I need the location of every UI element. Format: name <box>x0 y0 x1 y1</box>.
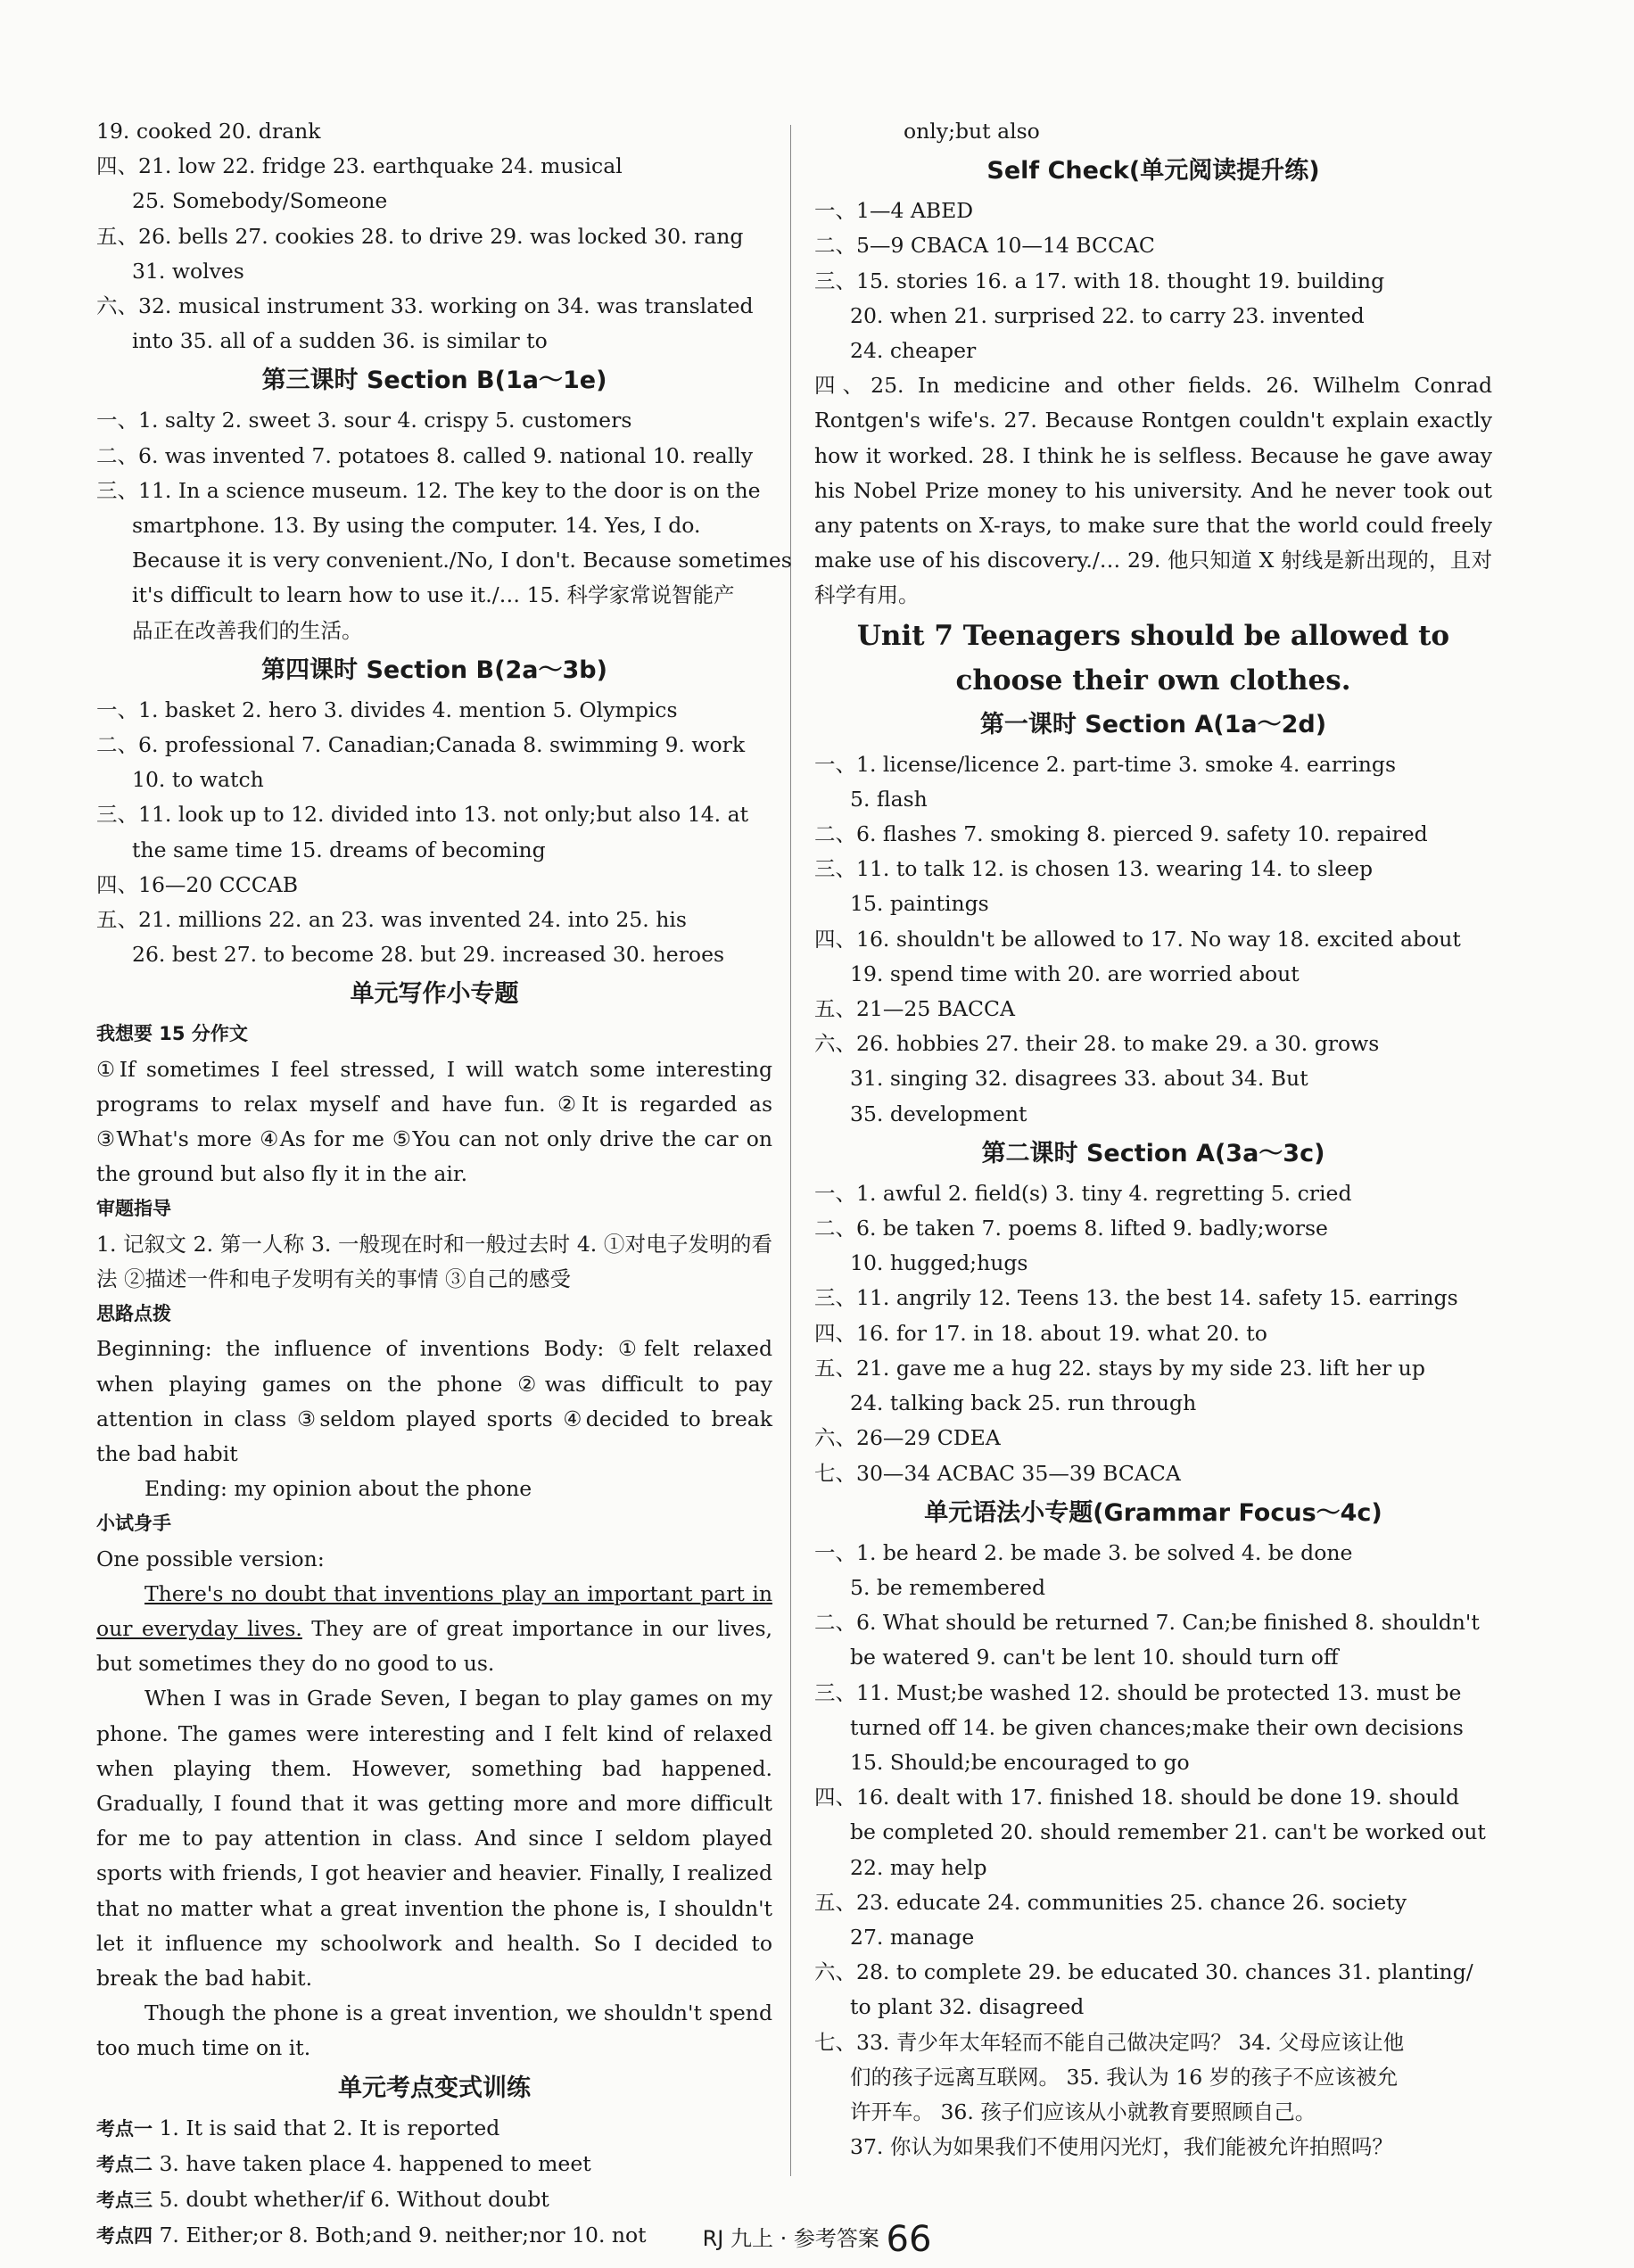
kaodian-text: 5. doubt whether/if 6. Without doubt <box>153 2186 549 2212</box>
essay-topic-sentence: There's no doubt that inventions play an important part in our everyday lives. <box>96 1580 772 1641</box>
answer-line: Because it is very convenient./No, I don't. Because sometimes <box>132 548 792 573</box>
answer-line: 一、1—4 ABED <box>814 198 974 224</box>
answer-line: 二、6. be taken 7. poems 8. lifted 9. badly;worse <box>814 1216 1328 1241</box>
kaodian-label: 考点二 <box>96 2153 153 2175</box>
answer-line: smartphone. 13. By using the computer. 14. Yes, I do. <box>132 513 701 539</box>
kaodian-text: 7. Either;or 8. Both;and 9. neither;nor 10. not <box>153 2223 647 2248</box>
answer-line: 三、11. Must;be washed 12. should be protected 13. must be <box>814 1679 1462 1705</box>
right-column <box>814 114 1492 2165</box>
section-heading: 第四课时 Section B(2a～3b) <box>261 656 607 684</box>
unit-title: choose their own clothes. <box>955 664 1351 697</box>
answer-line: 三、11. to talk 12. is chosen 13. wearing 14. to sleep <box>814 856 1374 882</box>
answer-line: 二、6. What should be returned 7. Can;be finished 8. shouldn't <box>814 1610 1480 1636</box>
kaodian-text: 3. have taken place 4. happened to meet <box>153 2150 591 2176</box>
answer-line: 15. paintings <box>850 891 989 917</box>
kaodian-text: 1. It is said that 2. It is reported <box>153 2115 500 2140</box>
answer-line: 37. 你认为如果我们不使用闪光灯，我们能被允许拍照吗？ <box>850 2134 1393 2160</box>
writing-paragraph: Beginning: the influence of inventions Body: ①felt relaxed when playing games on the phone ②was difficult to pay attention in class ③seldom played sports ④decided to break the bad habit <box>96 1336 772 1466</box>
writing-label: 思路点拨 <box>96 1303 171 1325</box>
answer-line: 三、11. look up to 12. divided into 13. not only;but also 14. at <box>96 802 749 828</box>
kaodian-label: 考点四 <box>96 2225 153 2247</box>
section-heading: 单元语法小专题(Grammar Focus～4c) <box>924 1498 1382 1527</box>
answer-line: 二、6. flashes 7. smoking 8. pierced 9. safety 10. repaired <box>814 821 1428 847</box>
answer-line: 四、16. shouldn't be allowed to 17. No way 18. excited about <box>814 926 1461 952</box>
kaodian-label: 考点三 <box>96 2189 153 2211</box>
section-heading: 单元考点变式训练 <box>338 2074 531 2102</box>
answer-line: 四、16. for 17. in 18. about 19. what 20. to <box>814 1320 1267 1346</box>
answer-line: 五、23. educate 24. communities 25. chance 26. society <box>814 1889 1407 1915</box>
essay-text: They are of great importance in our lives, but sometimes they do no good to us. <box>96 1615 772 1677</box>
answer-line: 15. Should;be encouraged to go <box>850 1749 1190 1775</box>
answer-line: 31. singing 32. disagrees 33. about 34. But <box>850 1066 1308 1092</box>
answer-line: 五、21. millions 22. an 23. was invented 24. into 25. his <box>96 907 687 933</box>
answer-line: 20. when 21. surprised 22. to carry 23. invented <box>850 302 1365 328</box>
answer-line: 一、1. basket 2. hero 3. divides 4. mention 5. Olympics <box>96 697 678 722</box>
answer-line: the same time 15. dreams of becoming <box>132 837 546 862</box>
footer-label: RJ 九上 · 参考答案 <box>702 2226 879 2251</box>
answer-line: 一、1. be heard 2. be made 3. be solved 4. be done <box>814 1539 1353 1565</box>
answer-line: to plant 32. disagreed <box>850 1994 1085 2020</box>
answer-line: 22. may help <box>850 1854 987 1880</box>
answer-line: 一、1. license/licence 2. part-time 3. smoke 4. earrings <box>814 751 1396 777</box>
answer-line: it's difficult to learn how to use it./… 15. 科学家常说智能产 <box>132 582 735 608</box>
answer-line: turned off 14. be given chances;make their own decisions <box>850 1714 1464 1740</box>
answer-line: into 35. all of a sudden 36. is similar to <box>132 328 548 354</box>
answer-paragraph: 四、25. In medicine and other fields. 26. Wilhelm Conrad Rontgen's wife's. 27. Because Rontgen couldn't explain exactly how it worked. 28. I think he is selfless. Because he gave away his Nobel Prize money to his university. And he never took out any patents on X-rays, to make sure that the world could freely make use of his discovery./… 29. 他只知道 X 射线是新出现的，且对科学有用。 <box>814 373 1492 608</box>
answer-line: 35. development <box>850 1101 1027 1126</box>
answer-line: 27. manage <box>850 1924 975 1950</box>
page-number: 66 <box>886 2219 932 2260</box>
answer-line: 们的孩子远离互联网。 35. 我认为 16 岁的孩子不应该被允 <box>850 2064 1399 2090</box>
answer-line: 六、28. to complete 29. be educated 30. chances 31. planting/ <box>814 1959 1473 1985</box>
answer-line: 四、16. dealt with 17. finished 18. should be done 19. should <box>814 1785 1460 1810</box>
section-heading: Self Check(单元阅读提升练) <box>986 157 1320 186</box>
answer-line: 5. flash <box>850 786 928 812</box>
kaodian-label: 考点一 <box>96 2117 153 2140</box>
answer-line: 31. wolves <box>132 258 244 284</box>
answer-line: 二、5—9 CBACA 10—14 BCCAC <box>814 233 1155 259</box>
writing-label: 我想要 15 分作文 <box>96 1023 248 1045</box>
answers-block-3 <box>96 693 772 973</box>
writing-paragraph: One possible version: <box>96 1546 325 1571</box>
section-heading: 第二课时 Section A(3a～3c) <box>981 1139 1325 1167</box>
writing-label: 小试身手 <box>96 1513 171 1535</box>
essay-paragraph <box>96 1577 772 1682</box>
answer-line: 五、26. bells 27. cookies 28. to drive 29. was locked 30. rang <box>96 223 744 249</box>
unit-title: Unit 7 Teenagers should be allowed to <box>856 619 1450 652</box>
writing-label: 审题指导 <box>96 1198 171 1220</box>
answer-line: 七、30—34 ACBAC 35—39 BCACA <box>814 1460 1181 1486</box>
answer-line: only;but also <box>904 119 1040 144</box>
answer-line: be completed 20. should remember 21. can't be worked out <box>850 1819 1486 1845</box>
answer-line: 26. best 27. to become 28. but 29. increased 30. heroes <box>132 942 725 968</box>
answer-line: 三、15. stories 16. a 17. with 18. thought 19. building <box>814 268 1385 293</box>
answers-block-1 <box>96 114 772 359</box>
answers-block-4 <box>814 194 1492 368</box>
section-heading: 单元写作小专题 <box>350 980 519 1009</box>
answer-line: 24. cheaper <box>850 338 977 364</box>
writing-paragraph: Ending: my opinion about the phone <box>144 1476 532 1502</box>
answer-line: 二、6. was invented 7. potatoes 8. called 9. national 10. really <box>96 442 754 468</box>
section-heading: 第一课时 Section A(1a～2d) <box>979 710 1327 738</box>
answer-line: 一、1. salty 2. sweet 3. sour 4. crispy 5. customers <box>96 408 632 433</box>
answer-line: 19. cooked 20. drank <box>96 119 321 144</box>
writing-paragraph: ①If sometimes I feel stressed, I will watch some interesting programs to relax myself and have fun. ②It is regarded as ③What's more ④As for me ⑤You can not only drive the car on the ground but also fly it in the air. <box>96 1056 772 1187</box>
answer-line: 四、21. low 22. fridge 23. earthquake 24. musical <box>96 153 623 179</box>
section-heading: 第三课时 Section B(1a～1e) <box>261 367 607 395</box>
writing-paragraph: 1. 记叙文 2. 第一人称 3. 一般现在时和一般过去时 4. ①对电子发明的看法 ②描述一件和电子发明有关的事情 ③自己的感受 <box>96 1231 772 1291</box>
answer-line: 二、6. professional 7. Canadian;Canada 8. swimming 9. work <box>96 732 746 758</box>
answer-line: 10. to watch <box>132 767 264 793</box>
answer-line: 六、26—29 CDEA <box>814 1425 1001 1451</box>
page-footer <box>0 2219 1634 2260</box>
answers-block-7 <box>814 1536 1492 2165</box>
kaodian-line <box>96 2111 772 2147</box>
answer-line: 25. Somebody/Someone <box>132 188 388 214</box>
column-divider <box>790 125 791 2176</box>
answer-line: 许开车。 36. 孩子们应该从小就教育要照顾自己。 <box>850 2099 1316 2124</box>
kaodian-line <box>96 2147 772 2182</box>
essay-paragraph: Though the phone is a great invention, we shouldn't spend too much time on it. <box>96 2000 772 2061</box>
answer-line: 六、32. musical instrument 33. working on 34. was translated <box>96 293 754 319</box>
answers-block-2 <box>96 403 792 647</box>
answer-line: 10. hugged;hugs <box>850 1250 1028 1276</box>
kaodian-line <box>96 2182 772 2218</box>
answer-line: 5. be remembered <box>850 1574 1046 1600</box>
answer-line: 三、11. angrily 12. Teens 13. the best 14. safety 15. earrings <box>814 1285 1458 1311</box>
answers-block-5 <box>814 747 1492 1132</box>
essay-paragraph: When I was in Grade Seven, I began to play games on my phone. The games were interesting and I felt kind of relaxed when playing them. However, something bad happened. Gradually, I found that it was getting more and more difficult for me to pay attention in class. And since I seldom played sports with friends, I got heavier and heavier. Finally, I realized that no matter what a great invention the phone is, I shouldn't let it influence my schoolwork and health. So I decided to break the bad habit. <box>96 1686 772 1991</box>
answer-line: be watered 9. can't be lent 10. should turn off <box>850 1645 1339 1670</box>
answer-line: 五、21. gave me a hug 22. stays by my side 23. lift her up <box>814 1355 1425 1381</box>
answer-line: 19. spend time with 20. are worried about <box>850 961 1300 986</box>
answer-line: 六、26. hobbies 27. their 28. to make 29. a 30. grows <box>814 1031 1380 1057</box>
answer-line: 五、21—25 BACCA <box>814 996 1015 1022</box>
answers-block-6 <box>814 1176 1492 1491</box>
answer-line: 品正在改善我们的生活。 <box>132 617 363 643</box>
answer-line: 三、11. In a science museum. 12. The key to the door is on the <box>96 477 761 503</box>
answer-line: 四、16—20 CCCAB <box>96 871 298 897</box>
answer-line: 七、33. 青少年太年轻而不能自己做决定吗？ 34. 父母应该让他 <box>814 2029 1405 2055</box>
answer-line: 一、1. awful 2. field(s) 3. tiny 4. regretting 5. cried <box>814 1180 1352 1206</box>
answer-line: 24. talking back 25. run through <box>850 1390 1197 1416</box>
